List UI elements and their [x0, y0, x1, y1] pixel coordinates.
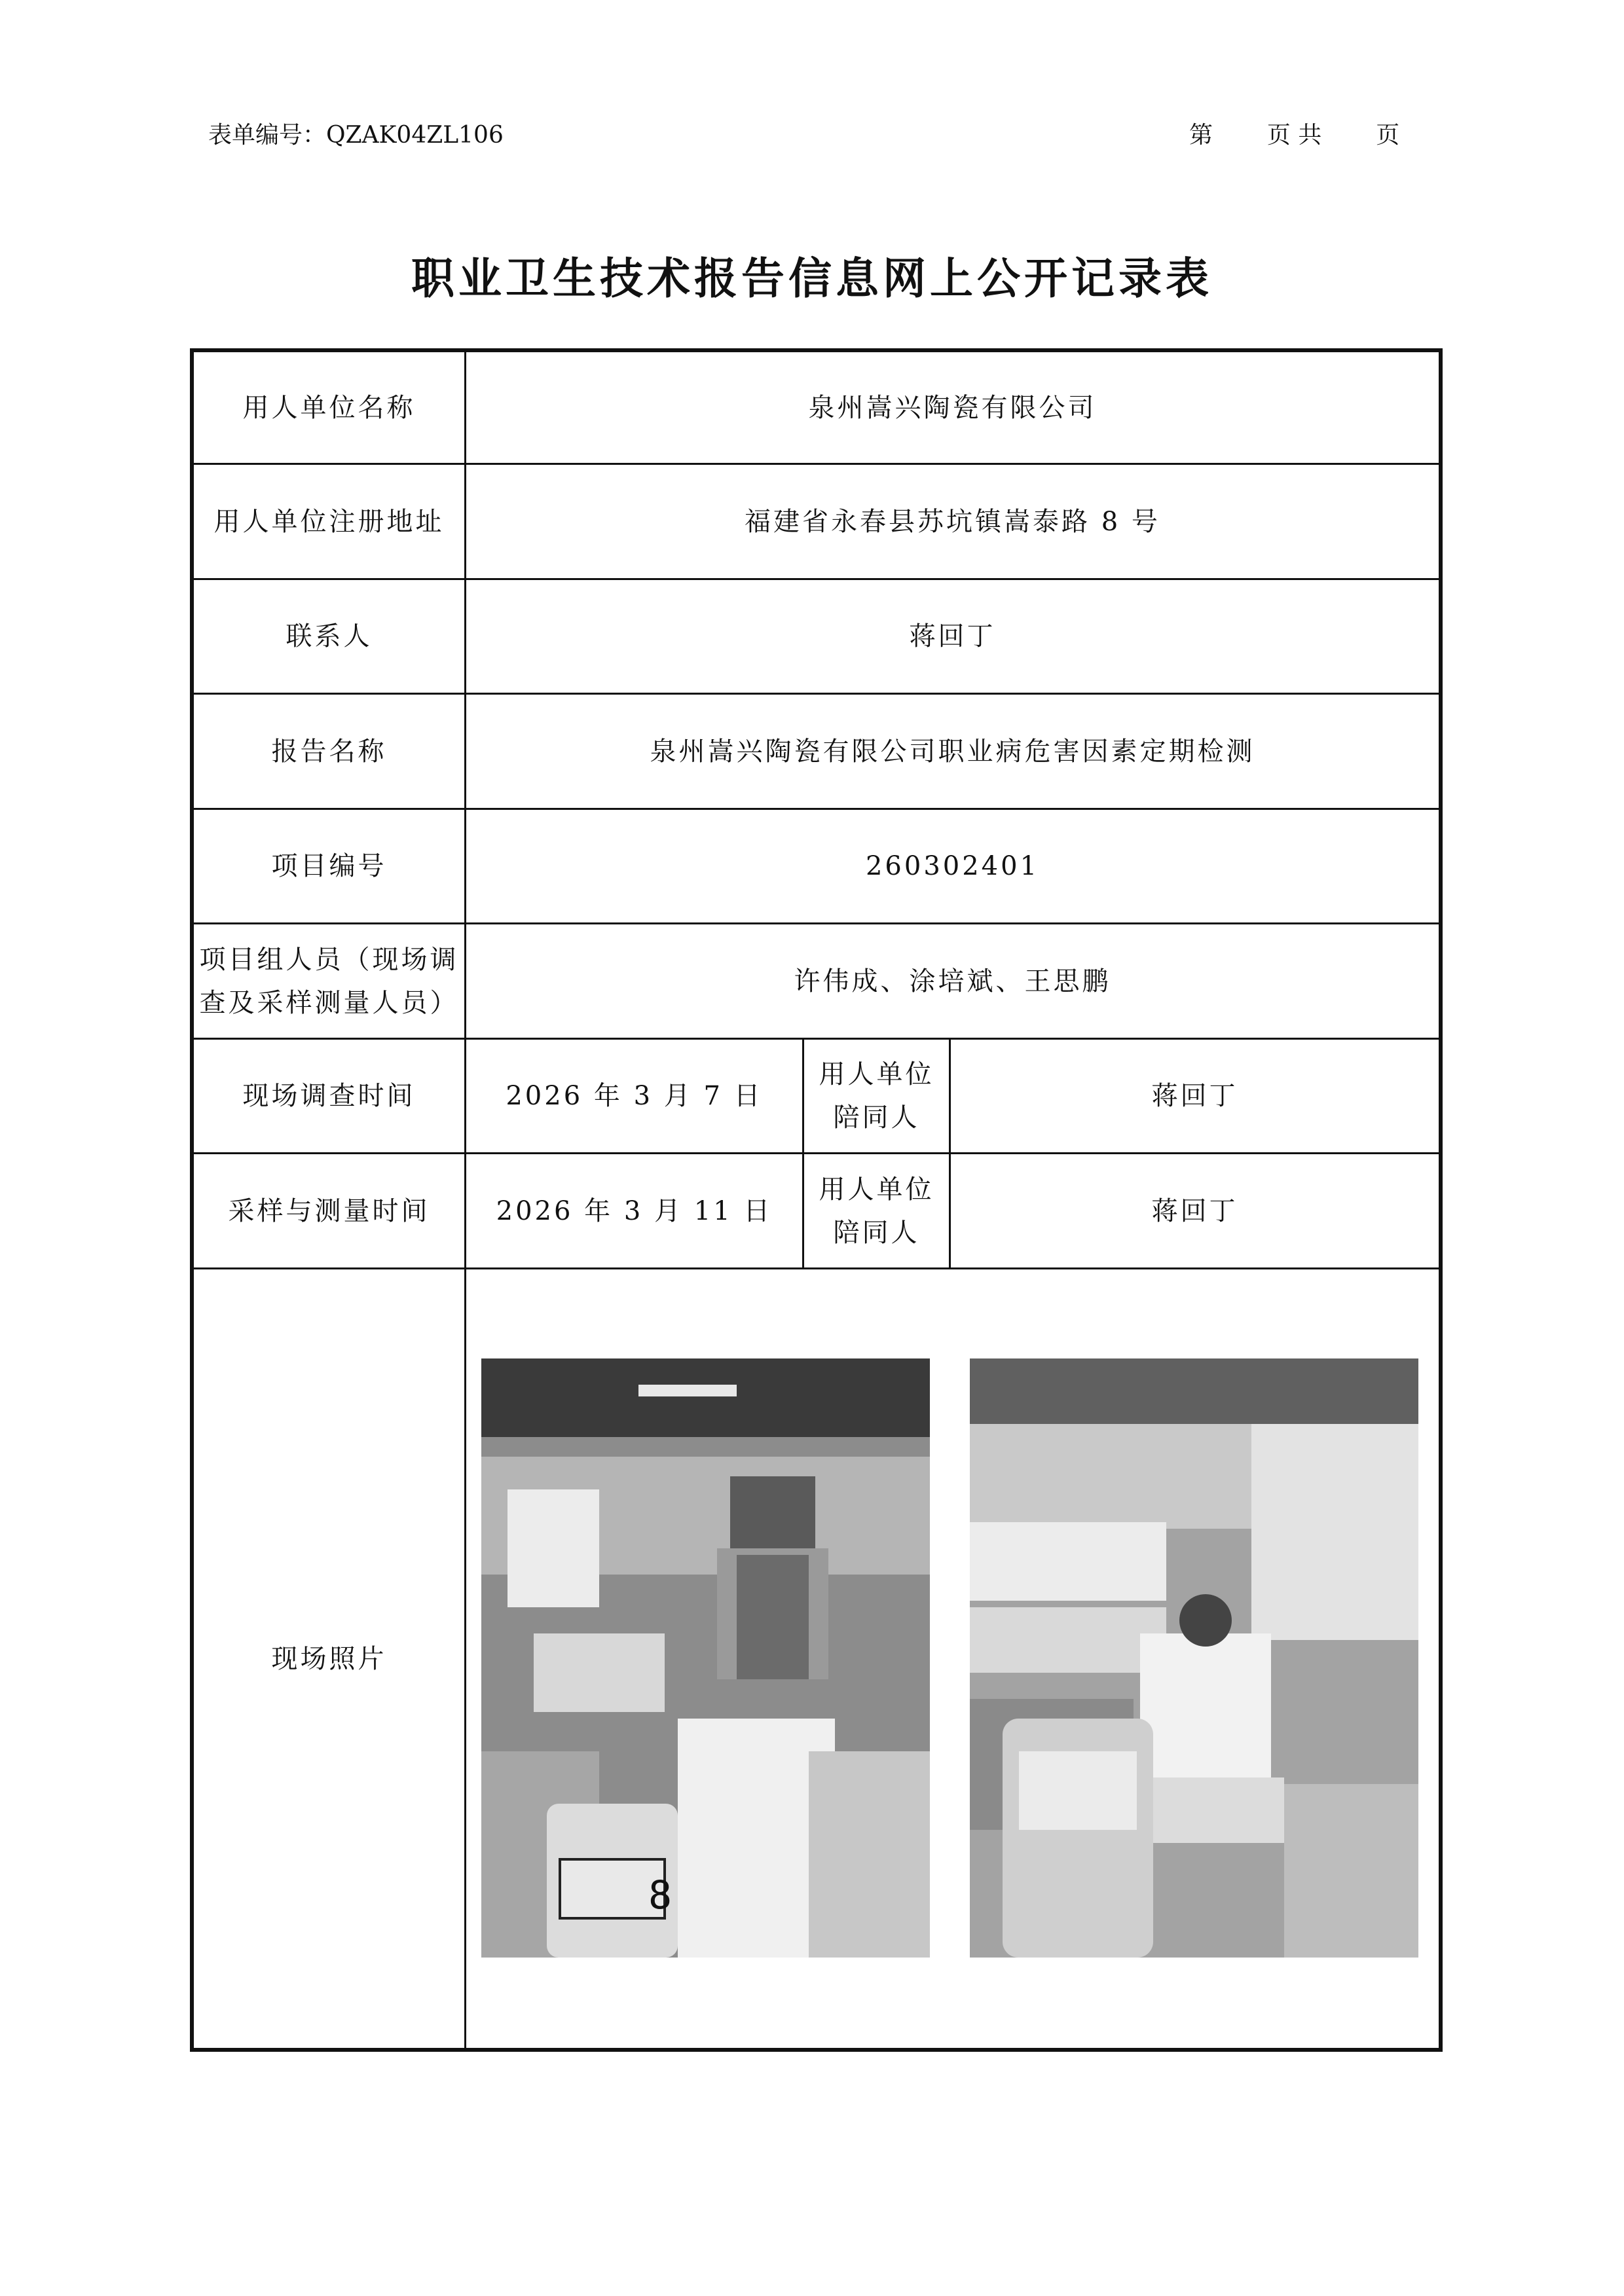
site-photo-1: [481, 1358, 930, 1958]
label-team-line1: 项目组人员（现场调: [199, 944, 459, 975]
meter-reading-1: 8: [648, 1872, 673, 1918]
label-survey-time: 现场调查时间: [242, 1081, 416, 1111]
value-sampling-time: 2026 年 3 月 11 日: [496, 1195, 773, 1226]
label-sampling-escort-line2: 陪同人: [833, 1217, 920, 1248]
label-unit-name: 用人单位名称: [242, 392, 416, 423]
value-team: 许伟成、涂培斌、王思鹏: [794, 966, 1111, 996]
page-ye: 页: [1376, 122, 1400, 149]
value-unit-address: 福建省永春县苏坑镇嵩泰路 8 号: [745, 506, 1160, 537]
value-unit-name: 泉州嵩兴陶瓷有限公司: [808, 392, 1097, 423]
label-sampling-time: 采样与测量时间: [228, 1195, 430, 1226]
value-project-no: 260302401: [865, 851, 1040, 881]
label-team: [194, 924, 464, 1038]
value-survey-time: 2026 年 3 月 7 日: [506, 1081, 763, 1111]
label-survey-escort: [804, 1040, 949, 1152]
page-ye-gong: 页 共: [1266, 122, 1322, 149]
value-survey-escort: 蒋回丁: [1151, 1081, 1238, 1111]
form-number: 表单编号：QZAK04ZL106: [208, 122, 504, 149]
label-report-name: 报告名称: [271, 736, 387, 767]
site-photo-2: [970, 1358, 1418, 1958]
label-contact: 联系人: [286, 621, 373, 651]
value-report-name: 泉州嵩兴陶瓷有限公司职业病危害因素定期检测: [650, 736, 1255, 767]
value-contact: 蒋回丁: [909, 621, 996, 651]
label-team-line2: 查及采样测量人员）: [199, 987, 459, 1018]
label-survey-escort-line1: 用人单位: [819, 1059, 934, 1089]
record-table: [190, 348, 1443, 2052]
page-indicator: [1189, 117, 1399, 150]
page-title: 职业卫生技术报告信息网上公开记录表: [411, 253, 1213, 304]
label-sampling-escort: [804, 1154, 949, 1267]
label-sampling-escort-line1: 用人单位: [819, 1174, 934, 1205]
label-unit-address: 用人单位注册地址: [213, 506, 445, 537]
label-survey-escort-line2: 陪同人: [833, 1102, 920, 1133]
label-photos: 现场照片: [271, 1643, 387, 1674]
label-project-no: 项目编号: [271, 851, 387, 881]
value-sampling-escort: 蒋回丁: [1151, 1195, 1238, 1226]
page-di: 第: [1189, 122, 1213, 149]
